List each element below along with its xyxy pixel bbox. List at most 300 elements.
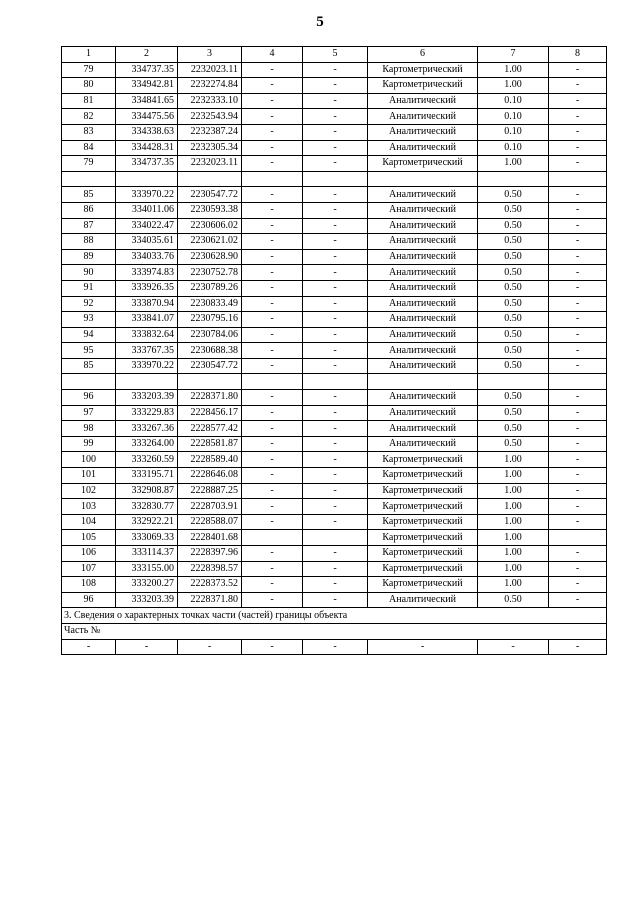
table-cell: 85 <box>62 358 116 374</box>
table-cell: Картометрический <box>368 577 478 593</box>
table-cell: - <box>242 202 303 218</box>
table-cell: - <box>549 249 607 265</box>
table-cell: - <box>303 218 368 234</box>
table-cell: 99 <box>62 436 116 452</box>
table-cell: Аналитический <box>368 124 478 140</box>
table-cell: Аналитический <box>368 109 478 125</box>
table-cell: - <box>303 296 368 312</box>
table-cell: 334428.31 <box>116 140 178 156</box>
table-row <box>62 530 607 546</box>
boundary-points-table <box>61 46 607 655</box>
table-cell: 1.00 <box>478 78 549 94</box>
table-row <box>62 218 607 234</box>
table-cell: - <box>303 234 368 250</box>
table-cell: - <box>242 124 303 140</box>
table-cell: - <box>303 327 368 343</box>
table-cell: 96 <box>62 592 116 608</box>
table-cell: 0.50 <box>478 218 549 234</box>
table-cell: - <box>242 514 303 530</box>
table-cell: 8 <box>549 47 607 63</box>
table-cell: 104 <box>62 514 116 530</box>
table-cell: 2230547.72 <box>178 187 242 203</box>
table-cell: 108 <box>62 577 116 593</box>
table-cell: - <box>549 436 607 452</box>
table-cell: Картометрический <box>368 514 478 530</box>
table-cell: - <box>303 187 368 203</box>
table-row <box>62 78 607 94</box>
table-cell: - <box>303 639 368 655</box>
table-cell: 332908.87 <box>116 483 178 499</box>
empty-cell <box>178 374 242 390</box>
table-cell: 2230688.38 <box>178 343 242 359</box>
table-cell: Аналитический <box>368 405 478 421</box>
table-cell: 1.00 <box>478 156 549 172</box>
table-cell: - <box>242 140 303 156</box>
table-cell: - <box>303 78 368 94</box>
table-cell: - <box>549 187 607 203</box>
table-cell: Аналитический <box>368 327 478 343</box>
table-cell: 0.50 <box>478 249 549 265</box>
table-cell: - <box>242 312 303 328</box>
table-cell: - <box>303 280 368 296</box>
table-cell: 0.50 <box>478 187 549 203</box>
table-cell: - <box>549 514 607 530</box>
table-cell: 0.50 <box>478 358 549 374</box>
table-row <box>62 343 607 359</box>
table-cell: 1.00 <box>478 62 549 78</box>
table-cell: Картометрический <box>368 62 478 78</box>
table-cell: Картометрический <box>368 561 478 577</box>
table-cell: - <box>303 62 368 78</box>
table-cell: - <box>303 436 368 452</box>
table-cell: 84 <box>62 140 116 156</box>
table-cell: - <box>549 109 607 125</box>
table-cell: 333926.35 <box>116 280 178 296</box>
table-cell: - <box>303 140 368 156</box>
table-cell: - <box>549 405 607 421</box>
table-cell: 334338.63 <box>116 124 178 140</box>
table-cell: - <box>242 499 303 515</box>
table-cell: 2232023.11 <box>178 156 242 172</box>
table-cell: 0.50 <box>478 390 549 406</box>
table-cell: 3. Сведения о характерных точках части (частей) границы объекта <box>62 608 607 624</box>
table-cell: 7 <box>478 47 549 63</box>
table-cell: 2228887.25 <box>178 483 242 499</box>
table-cell: 334011.06 <box>116 202 178 218</box>
table-cell: Аналитический <box>368 358 478 374</box>
table-cell: Картометрический <box>368 530 478 546</box>
table-cell: 332922.21 <box>116 514 178 530</box>
table-cell: - <box>303 202 368 218</box>
table-cell: - <box>242 546 303 562</box>
table-cell: 3 <box>178 47 242 63</box>
table-cell: Аналитический <box>368 249 478 265</box>
table-cell: Аналитический <box>368 421 478 437</box>
table-cell: Аналитический <box>368 187 478 203</box>
table-row <box>62 234 607 250</box>
table-row <box>62 62 607 78</box>
table-cell: - <box>549 390 607 406</box>
table-cell: Аналитический <box>368 312 478 328</box>
table-cell: - <box>242 156 303 172</box>
table-cell: 2230795.16 <box>178 312 242 328</box>
table-cell: - <box>549 218 607 234</box>
table-cell: 92 <box>62 296 116 312</box>
table-cell: 334841.65 <box>116 93 178 109</box>
table-cell: - <box>549 296 607 312</box>
table-row <box>62 187 607 203</box>
table-cell: - <box>303 249 368 265</box>
table-cell: 1.00 <box>478 514 549 530</box>
table-cell: - <box>242 483 303 499</box>
table-cell: 94 <box>62 327 116 343</box>
table-cell: 0.50 <box>478 312 549 328</box>
table-cell: 333114.37 <box>116 546 178 562</box>
table-cell: 333841.07 <box>116 312 178 328</box>
table-cell: 2230833.49 <box>178 296 242 312</box>
table-cell: 100 <box>62 452 116 468</box>
table-cell: 2228371.80 <box>178 592 242 608</box>
table-cell: - <box>242 592 303 608</box>
table-cell: Картометрический <box>368 483 478 499</box>
table-row <box>62 436 607 452</box>
table-cell: 333260.59 <box>116 452 178 468</box>
table-cell: - <box>242 78 303 94</box>
table-cell: 333229.83 <box>116 405 178 421</box>
empty-cell <box>549 374 607 390</box>
table-cell: - <box>303 343 368 359</box>
table-cell: 0.50 <box>478 202 549 218</box>
table-cell: 102 <box>62 483 116 499</box>
table-cell: - <box>303 514 368 530</box>
table-cell: - <box>549 327 607 343</box>
table-cell: 0.50 <box>478 405 549 421</box>
table-row <box>62 546 607 562</box>
table-cell: 93 <box>62 312 116 328</box>
empty-cell <box>478 374 549 390</box>
table-cell: 334475.56 <box>116 109 178 125</box>
table-cell: - <box>242 577 303 593</box>
table-cell: 334737.35 <box>116 156 178 172</box>
table-cell: 0.10 <box>478 140 549 156</box>
table-cell: 2228401.68 <box>178 530 242 546</box>
table-cell: 2232023.11 <box>178 62 242 78</box>
table-cell: 2228577.42 <box>178 421 242 437</box>
table-cell: 0.50 <box>478 343 549 359</box>
table-cell: - <box>303 499 368 515</box>
table-row <box>62 140 607 156</box>
table-cell: 4 <box>242 47 303 63</box>
table-row <box>62 265 607 281</box>
table-cell: Картометрический <box>368 468 478 484</box>
table-row <box>62 327 607 343</box>
table-row <box>62 280 607 296</box>
table-cell: - <box>242 358 303 374</box>
table-cell: - <box>303 390 368 406</box>
table-cell: 334035.61 <box>116 234 178 250</box>
table-cell: 0.50 <box>478 296 549 312</box>
separator-row <box>62 171 607 187</box>
table-cell: 5 <box>303 47 368 63</box>
table-cell: 333200.27 <box>116 577 178 593</box>
table-cell: 1.00 <box>478 546 549 562</box>
table-cell: - <box>303 561 368 577</box>
table-cell: 89 <box>62 249 116 265</box>
empty-cell <box>242 171 303 187</box>
table-row <box>62 109 607 125</box>
table-cell: - <box>303 156 368 172</box>
table-cell: 2230752.78 <box>178 265 242 281</box>
table-cell: - <box>242 265 303 281</box>
table-cell: - <box>242 327 303 343</box>
table-cell: 332830.77 <box>116 499 178 515</box>
table-cell: - <box>549 93 607 109</box>
table-row <box>62 405 607 421</box>
table-cell: 2230606.02 <box>178 218 242 234</box>
table-cell: 98 <box>62 421 116 437</box>
table-cell: Аналитический <box>368 93 478 109</box>
empty-cell <box>549 171 607 187</box>
table-cell: - <box>549 78 607 94</box>
table-cell: 86 <box>62 202 116 218</box>
table-cell: 1.00 <box>478 577 549 593</box>
table-cell: - <box>303 483 368 499</box>
table-cell: 333970.22 <box>116 358 178 374</box>
table-cell: - <box>549 156 607 172</box>
table-cell: 333264.00 <box>116 436 178 452</box>
table-cell: 83 <box>62 124 116 140</box>
table-cell: - <box>303 93 368 109</box>
table-cell: - <box>303 468 368 484</box>
table-cell: - <box>303 312 368 328</box>
table-row <box>62 202 607 218</box>
table-cell: - <box>62 639 116 655</box>
table-cell: - <box>242 62 303 78</box>
empty-cell <box>62 171 116 187</box>
table-cell: 333203.39 <box>116 390 178 406</box>
table-cell: 0.50 <box>478 327 549 343</box>
table-cell: 0.50 <box>478 592 549 608</box>
empty-cell <box>116 171 178 187</box>
table-row <box>62 249 607 265</box>
table-cell: 2228589.40 <box>178 452 242 468</box>
table-cell: - <box>303 265 368 281</box>
table-cell: 2232274.84 <box>178 78 242 94</box>
table-cell: - <box>549 265 607 281</box>
table-cell: - <box>368 639 478 655</box>
table-cell: 334033.76 <box>116 249 178 265</box>
table-cell: 1.00 <box>478 452 549 468</box>
table-cell: Картометрический <box>368 156 478 172</box>
table-cell: 1 <box>62 47 116 63</box>
table-cell: Часть № <box>62 623 607 639</box>
table-cell: 2228371.80 <box>178 390 242 406</box>
table-cell: 333267.36 <box>116 421 178 437</box>
table-row <box>62 639 607 655</box>
table-cell: - <box>242 390 303 406</box>
table-cell: 106 <box>62 546 116 562</box>
table-cell: - <box>242 296 303 312</box>
table-cell: 97 <box>62 405 116 421</box>
empty-cell <box>178 171 242 187</box>
table-cell: 0.50 <box>478 265 549 281</box>
table-cell: Аналитический <box>368 140 478 156</box>
table-cell: Картометрический <box>368 78 478 94</box>
table-cell: 1.00 <box>478 499 549 515</box>
table-cell: 2228398.57 <box>178 561 242 577</box>
table-cell: Аналитический <box>368 436 478 452</box>
table-row <box>62 452 607 468</box>
table-cell: - <box>549 577 607 593</box>
table-cell: - <box>303 109 368 125</box>
table-cell: 334942.81 <box>116 78 178 94</box>
table-cell: 105 <box>62 530 116 546</box>
table-cell: 0.50 <box>478 421 549 437</box>
table-cell: Картометрический <box>368 452 478 468</box>
table-cell: - <box>549 343 607 359</box>
empty-cell <box>303 374 368 390</box>
table-cell: 333155.00 <box>116 561 178 577</box>
table-cell: Аналитический <box>368 390 478 406</box>
table-cell: 2230628.90 <box>178 249 242 265</box>
table-cell: 2228456.17 <box>178 405 242 421</box>
table-cell: Аналитический <box>368 202 478 218</box>
table-cell: 96 <box>62 390 116 406</box>
table-cell: - <box>242 436 303 452</box>
table-cell: - <box>549 62 607 78</box>
table-row <box>62 592 607 608</box>
table-body <box>62 47 607 655</box>
table-row <box>62 390 607 406</box>
table-cell: - <box>549 546 607 562</box>
table-cell: - <box>303 452 368 468</box>
table-cell: 2230593.38 <box>178 202 242 218</box>
table-cell: - <box>303 405 368 421</box>
table-cell: 91 <box>62 280 116 296</box>
empty-cell <box>368 171 478 187</box>
table-cell: 0.10 <box>478 93 549 109</box>
table-cell: - <box>242 109 303 125</box>
table-cell: 0.50 <box>478 234 549 250</box>
table-cell: Картометрический <box>368 546 478 562</box>
table-cell: 333974.83 <box>116 265 178 281</box>
table-cell: 334022.47 <box>116 218 178 234</box>
table-cell: 6 <box>368 47 478 63</box>
table-cell: 81 <box>62 93 116 109</box>
table-row <box>62 312 607 328</box>
table-cell: 82 <box>62 109 116 125</box>
table-cell: 1.00 <box>478 483 549 499</box>
table-cell: 2228581.87 <box>178 436 242 452</box>
table-row <box>62 577 607 593</box>
table-cell: 334737.35 <box>116 62 178 78</box>
table-cell: - <box>242 468 303 484</box>
table-cell: - <box>549 561 607 577</box>
table-row <box>62 93 607 109</box>
table-cell: 0.50 <box>478 436 549 452</box>
table-row <box>62 483 607 499</box>
table-cell <box>303 530 368 546</box>
table-cell: - <box>242 639 303 655</box>
table-row <box>62 296 607 312</box>
table-row <box>62 124 607 140</box>
table-cell: - <box>242 421 303 437</box>
table-cell: Аналитический <box>368 592 478 608</box>
table-cell: 88 <box>62 234 116 250</box>
table-cell: Аналитический <box>368 234 478 250</box>
table-cell: 2232333.10 <box>178 93 242 109</box>
table-cell: - <box>549 421 607 437</box>
table-cell: 95 <box>62 343 116 359</box>
table-cell: 2228397.96 <box>178 546 242 562</box>
table-cell: 333203.39 <box>116 592 178 608</box>
table-cell: 2228373.52 <box>178 577 242 593</box>
table-cell: 333767.35 <box>116 343 178 359</box>
table-cell: Аналитический <box>368 296 478 312</box>
separator-row <box>62 374 607 390</box>
table-cell: - <box>303 577 368 593</box>
table-cell: 1.00 <box>478 561 549 577</box>
table-cell: 0.10 <box>478 109 549 125</box>
table-cell: - <box>303 546 368 562</box>
empty-cell <box>62 374 116 390</box>
table-cell: 333970.22 <box>116 187 178 203</box>
table-cell: 2 <box>116 47 178 63</box>
table-cell: - <box>549 234 607 250</box>
table-cell: - <box>303 592 368 608</box>
table-cell: 0.50 <box>478 280 549 296</box>
table-cell: - <box>178 639 242 655</box>
table-cell: - <box>549 202 607 218</box>
table-cell: 1.00 <box>478 530 549 546</box>
table-cell: Аналитический <box>368 280 478 296</box>
empty-cell <box>303 171 368 187</box>
table-cell: 2230547.72 <box>178 358 242 374</box>
table-cell: Аналитический <box>368 343 478 359</box>
table-cell: 107 <box>62 561 116 577</box>
table-row <box>62 514 607 530</box>
section-3-title-row <box>62 608 607 624</box>
table-cell: - <box>303 124 368 140</box>
table-cell: - <box>549 499 607 515</box>
table-cell: 2230621.02 <box>178 234 242 250</box>
table-row <box>62 421 607 437</box>
table-cell: 0.10 <box>478 124 549 140</box>
table-cell: - <box>303 421 368 437</box>
empty-cell <box>368 374 478 390</box>
table-cell: - <box>242 343 303 359</box>
table-cell: - <box>549 140 607 156</box>
table-cell: - <box>242 234 303 250</box>
table-cell: 2232305.34 <box>178 140 242 156</box>
table-cell: - <box>116 639 178 655</box>
table-cell: - <box>549 124 607 140</box>
empty-cell <box>478 171 549 187</box>
table-row <box>62 468 607 484</box>
table-cell: Аналитический <box>368 265 478 281</box>
table-cell: 2232543.94 <box>178 109 242 125</box>
table-row <box>62 358 607 374</box>
part-number-row <box>62 623 607 639</box>
table-cell: Картометрический <box>368 499 478 515</box>
table-cell: - <box>549 358 607 374</box>
table-header-row <box>62 47 607 63</box>
table-cell: 90 <box>62 265 116 281</box>
table-cell: - <box>303 358 368 374</box>
table-cell: - <box>242 405 303 421</box>
empty-cell <box>242 374 303 390</box>
table-cell: 333195.71 <box>116 468 178 484</box>
